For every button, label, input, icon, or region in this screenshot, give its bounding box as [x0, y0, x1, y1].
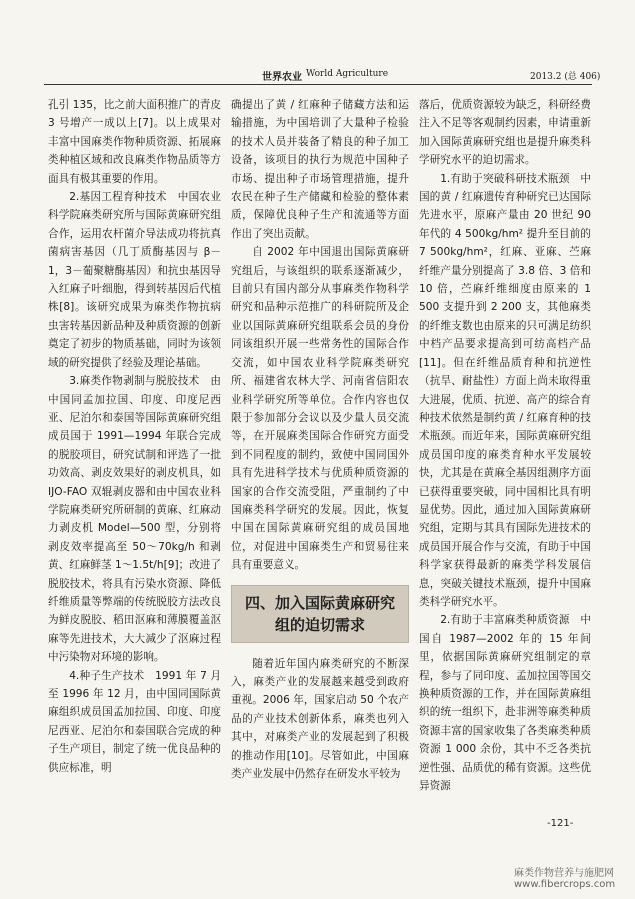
paragraph: 确提出了黄 / 红麻种子储藏方法和运输措施，为中国培训了大量种子检验的技术人员并装备了精良的种子加工设备，该项目的执行为规范中国种子市场、提出种子市场管理措施，提升农民在种子生产储藏和检验的整体素质，保障优良种子生产和流通等方面作出了突出贡献。 — [231, 99, 409, 240]
column-left — [48, 96, 221, 777]
section-heading: 四、加入国际黄麻研究组的迫切需求 — [231, 585, 409, 643]
page-number: -121- — [547, 818, 574, 829]
header-rule — [44, 84, 592, 85]
paragraph: 3.麻类作物剥制与脱胶技术 由中国同孟加拉国、印度、印度尼西亚、尼泊尔和泰国等国际黄麻研究组成员国于 1991—1994 年联合完成的脱胶项目，研究试制和评选了一批功效高、剥皮效果好的剥皮机具，如 IJO-FAO 双辊剥皮器和由中国农业科学院麻类研究所研制的黄麻、红麻动力剥皮机 Model—500 型，分别将剥皮效率提高至 50～70kg/h 和剥黄、红麻鲜茎 1～1.5t/h[9]；改进了脱胶技术，将具有污染水资源、降低纤维质量等弊端的传统脱胶方法改良为鲜皮脱胶、稻田沤麻和薄膜覆盖沤麻等先进技术，大大减少了沤麻过程中污染物对环境的影响。 — [48, 375, 221, 664]
journal-brand: 世界农业 — [262, 72, 302, 83]
paragraph: 2.基因工程育种技术 中国农业科学院麻类研究所与国际黄麻研究组合作，运用农杆菌介导法成功将抗真菌病害基因（几丁质酶基因与 β－1，3－葡聚糖酶基因）和抗虫基因导入红麻子叶细胞，得到转基因后代植株[8]。该研究成果为麻类作物抗病虫害转基因新品种及种质资源的创新奠定了初步的物质基础，同时为该领域的研究提供了经验及理论基础。 — [48, 191, 221, 369]
watermark-url: www.fibercrops.com — [514, 879, 616, 890]
paragraph: 1.有助于突破科研技术瓶颈 中国的黄 / 红麻遗传育种研究已达国际先进水平，原麻产量由 20 世纪 90 年代的 4 500kg/hm² 提升至目前的 7 500kg/hm²，红麻、亚麻、苎麻纤维产量分别提高了 3.8 倍、3 倍和 10 倍，苎麻纤维细度由原来的 1 500 支提升到 2 200 支，其他麻类的纤维支数也由原来的只可满足纺织中档产品要求提高到可纺高档产品[11]。但在纤维品质育种和抗逆性（抗旱、耐盐性）方面上尚未取得重大进展，优质、抗逆、高产的综合育种技术依然是制约黄 / 红麻育种的技术瓶颈。而近年来，国际黄麻研究组成员国印度的麻类育种水平发展较快，尤其是在黄麻全基因组测序方面已获得重要突破，同中国相比具有明显优势。因此，通过加入国际黄麻研究组，定期与其具有国际先进技术的成员国开展合作与交流，有助于中国科学家获得最新的麻类学科发展信息，突破关键技术瓶颈，提升中国麻类科学研究水平。 — [419, 172, 591, 608]
issue-number: 2013.2 (总 406) — [530, 72, 601, 82]
paragraph: 4.种子生产技术 1991 年 7 月至 1996 年 12 月，由中国同国际黄麻组织成员国孟加拉国、印度、印度尼西亚、尼泊尔和泰国联合完成的种子生产项目，制定了统一优良品种的供应标准，明 — [48, 669, 221, 774]
journal-brand-en: World Agriculture — [306, 69, 389, 79]
column-middle — [231, 96, 409, 783]
column-right — [419, 96, 591, 795]
paragraph: 2.有助于丰富麻类种质资源 中国自 1987—2002 年的 15 年间里，依据国际黄麻研究组制定的章程，参与了同印度、孟加拉国等国交换种质资源的工作，并在国际黄麻组织的统一组织下，赴非洲等麻类种质资源丰富的国家收集了各类麻类种质资源 1 000 余份，其中不乏各类抗逆性强、品质优的稀有资源。这些优异资源 — [419, 614, 591, 793]
paragraph: 落后，优质资源较为缺乏，科研经费注入不足等客观制约因素，申请重新加入国际黄麻研究组也是提升麻类科学研究水平的迫切需求。 — [419, 99, 591, 167]
paragraph: 随着近年国内麻类研究的不断深入，麻类产业的发展越来越受到政府重视。2006 年，国家启动 50 个农产品的产业技术创新体系，麻类也列入其中，对麻类产业的发展起到了积极的推动作用[10]。尽管如此，中国麻类产业发展中仍然存在研发水平较为 — [231, 657, 409, 780]
watermark-cn: 麻类作物营养与施肥网 — [514, 868, 614, 879]
paragraph: 孔引 135，比之前大面积推广的青皮 3 号增产一成以上[7]。以上成果对丰富中国麻类作物种质资源、拓展麻类种植区域和改良麻类作物品质等方面具有极其重要的作用。 — [48, 99, 221, 185]
paragraph: 自 2002 年中国退出国际黄麻研究组后，与该组织的联系逐渐减少，目前只有国内部分从事麻类作物科学研究和品种示范推广的科研院所及企业以国际黄麻研究组联系会员的身份同该组织开展一些常务性的国际合作交流，如中国农业科学院麻类研究所、福建省农林大学、河南省信阳农业科学研究所等单位。合作内容也仅限于参加部分会议以及少量人员交流等，在开展麻类国际合作研究方面受到不同程度的制约，致使中国同国外具有先进科学技术与优质种质资源的国家的合作交流受阻，严重制约了中国麻类科学研究的发展。因此，恢复中国在国际黄麻研究组的成员国地位，对促进中国麻类生产和贸易往来具有重要意义。 — [231, 246, 409, 572]
